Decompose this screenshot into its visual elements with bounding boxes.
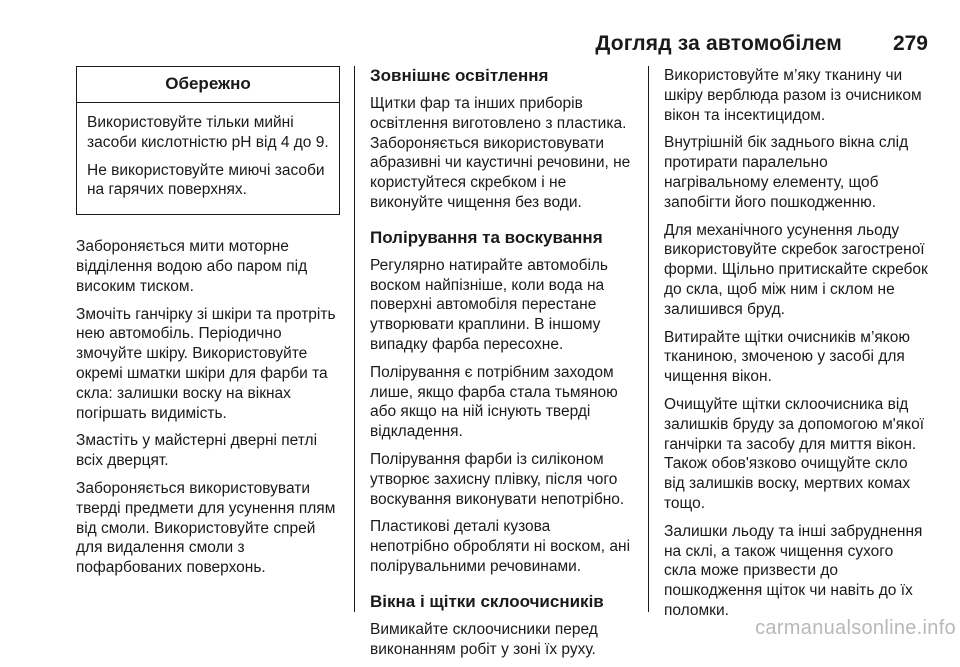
page-header [0,26,960,66]
caution-paragraph: Не використовуйте миючі засоби на гарячих поверхнях. [87,161,325,199]
body-paragraph: Використовуйте м’яку тканину чи шкіру верблюда разом із очисником вікон та інсектицидом. [664,67,922,124]
section-heading-polishing: Полірування та воскування [370,227,603,247]
body-paragraph: Внутрішній бік заднього вікна слід протирати паралельно нагрівальному елементу, щоб запобігти його пошкодженню. [664,134,909,211]
section-heading-exterior-lighting: Зовнішнє освітлення [370,66,549,85]
watermark: carmanualsonline.info [755,617,956,639]
body-paragraph: Очищуйте щітки склоочисника від залишків бруду за допомогою м'якої ганчірки та засобу для миття вікон. Також обов'язково очищуйте скло від залишків воску, мертвих комах тощо. [664,395,925,512]
caution-paragraph: Використовуйте тільки мийні засоби кислотністю pH від 4 до 9. [87,114,329,151]
caution-title: Обережно [77,67,339,103]
body-paragraph: Забороняється використовувати тверді предмети для усунення плям від смоли. Використовуйте спрей для видалення смоли з пофарбованих поверхонь. [76,479,336,577]
section-heading-windows-wipers: Вікна і щітки склоочисників [370,591,604,611]
body-paragraph: Пластикові деталі кузова непотрібно обробляти ні воском, ані полірувальними речовинами. [370,518,631,575]
column-divider-left [354,66,355,612]
body-paragraph: Щитки фар та інших приборів освітлення виготовлено з пластика. Забороняється використовувати абразивні чи каустичні речовини, не користуйтеся скребком і не виконуйте чищення без води. [370,95,631,211]
body-paragraph: Регулярно натирайте автомобіль воском найпізніше, коли вода на поверхні автомобіля перестане утворювати краплини. В іншому випадку фарба пересохне. [370,256,609,353]
body-paragraph: Залишки льоду та інші забруднення на склі, а також чищення сухого скла може призвести до пошкодження щіток чи навіть до їх поломки. [664,522,923,619]
column-divider-right [648,66,649,612]
body-paragraph: Змочіть ганчірку зі шкіри та протріть нею автомобіль. Періодично змочуйте шкіру. Використовуйте окремі шматки шкіри для фарби та скла: залишки воску на вікнах погіршать видимість. [76,305,336,422]
page-number: 279 [892,32,928,55]
body-paragraph: Забороняється мити моторне відділення водою або паром під високим тиском. [76,238,308,295]
body-paragraph: Змастіть у майстерні дверні петлі всіх дверцят. [76,432,318,470]
body-paragraph: Для механічного усунення льоду використовуйте скребок загостреної форми. Щільно притискайте скребок до скла, щоб між ним і склом не залишився бруд. [664,221,928,318]
body-paragraph: Полірування є потрібним заходом лише, якщо фарба стала тьмяною або якщо на ній існують тверді відкладення. [370,363,618,441]
column-middle [370,66,632,667]
column-right [664,66,928,629]
body-paragraph: Витирайте щітки очисників м’якою тканиною, змоченою у засобі для чищення вікон. [664,328,910,386]
body-paragraph: Вимикайте склоочисники перед виконанням робіт у зоні їх руху. [370,620,598,658]
body-paragraph: Полірування фарби із силіконом утворює захисну плівку, після чого воскування виконувати непотрібно. [370,450,625,508]
column-left [76,66,340,586]
caution-body [77,103,339,214]
caution-box [76,66,340,215]
page-title: Догляд за автомобілем [595,32,842,55]
